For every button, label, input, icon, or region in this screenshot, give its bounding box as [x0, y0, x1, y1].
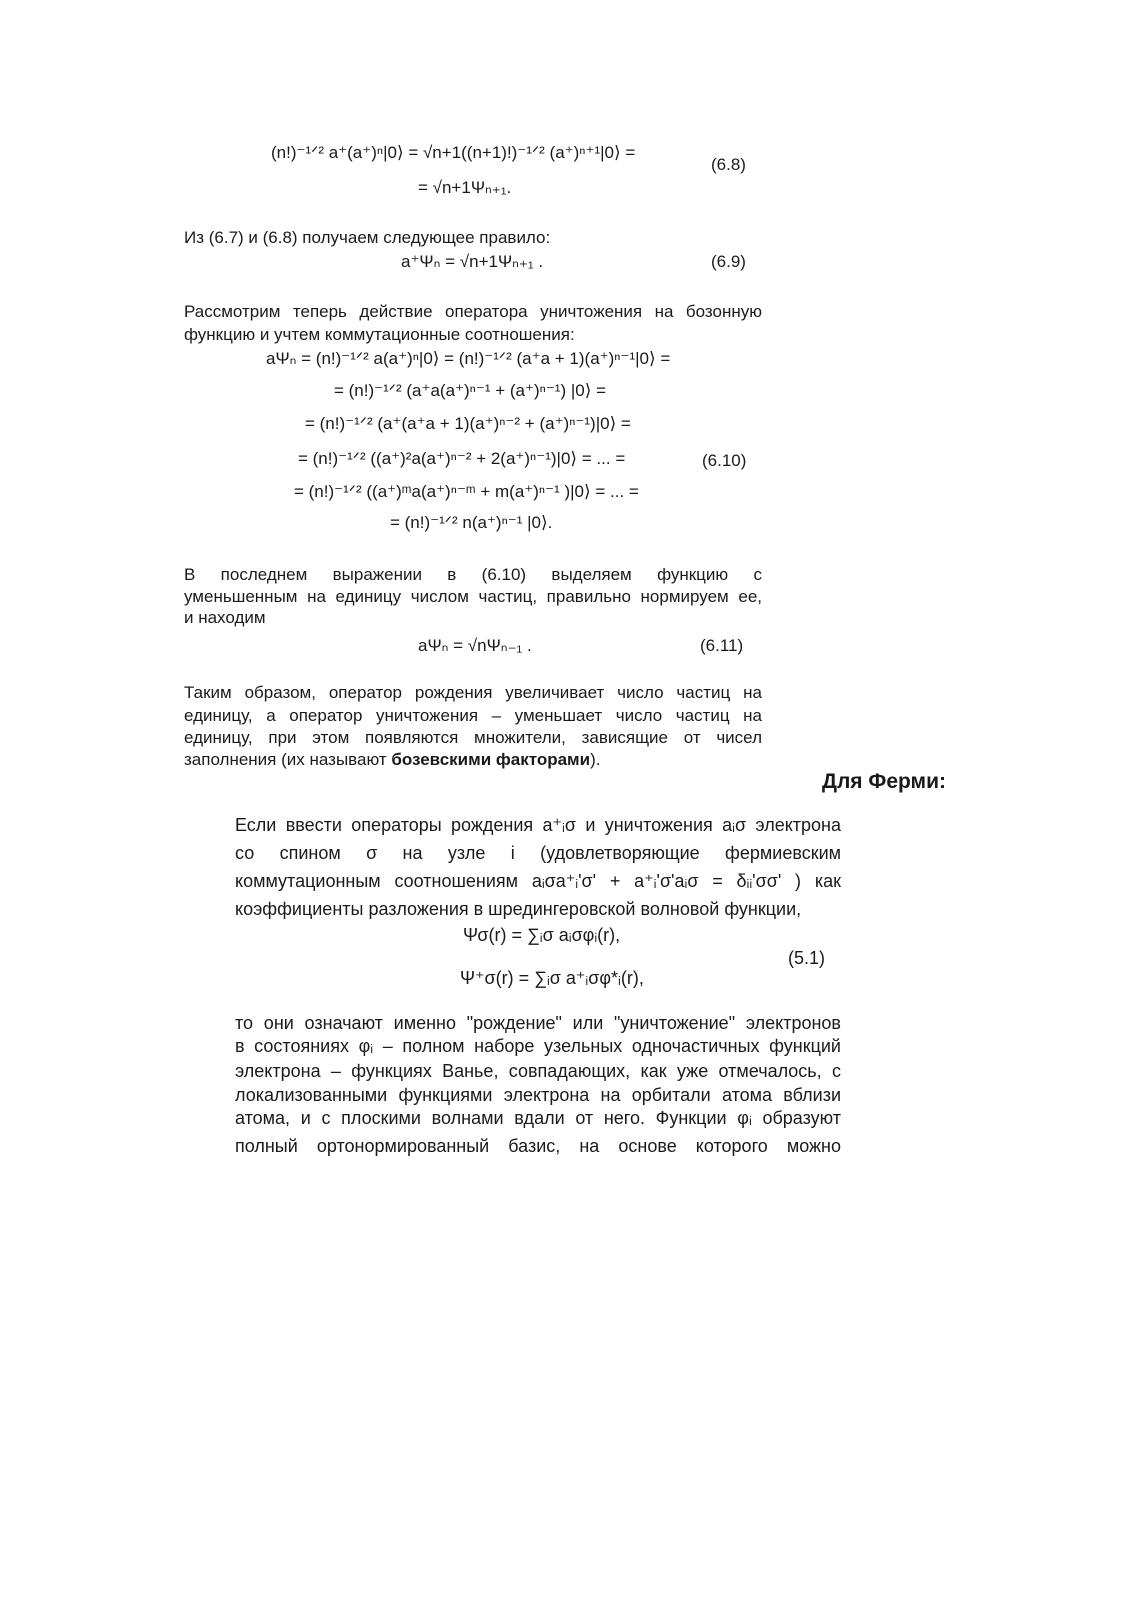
- text-rule-intro: Из (6.7) и (6.8) получаем следующее правило:: [184, 228, 551, 247]
- paragraph-last-line-3: и находим: [184, 608, 266, 627]
- equation-6-9: a⁺Ψₙ = √n+1Ψₙ₊₁ .: [401, 252, 544, 271]
- equation-5-1-line-2: Ψ⁺σ(r) = ∑ᵢσ a⁺ᵢσφ*ᵢ(r),: [460, 968, 644, 988]
- equation-number-5-1: (5.1): [788, 948, 826, 968]
- paragraph-meaning-line-2: в состояниях φᵢ – полном наборе узельных одночастичных функций: [235, 1036, 841, 1056]
- heading-fermi: Для Ферми:: [822, 770, 946, 793]
- equation-6-10-line-1: aΨₙ = (n!)⁻¹ᐟ² a(a⁺)ⁿ|0⟩ = (n!)⁻¹ᐟ² (a⁺a + 1)(a⁺)ⁿ⁻¹|0⟩ =: [266, 349, 671, 368]
- paragraph-intro-line-3: коммутационным соотношениям aᵢσa⁺ᵢ'σ' + a⁺ᵢ'σ'aᵢσ = δᵢᵢ'σσ' ) как: [235, 871, 841, 891]
- paragraph-intro-line-2: со спином σ на узле i (удовлетворяющие фермиевским: [235, 843, 841, 863]
- paragraph-summary-line-1: Таким образом, оператор рождения увеличивает число частиц на: [184, 683, 762, 702]
- paragraph-last-line-1: В последнем выражении в (6.10) выделяем функцию с: [184, 565, 762, 584]
- paragraph-meaning-line-3: электрона – функциях Ванье, совпадающих, как уже отмечалось, с: [235, 1061, 841, 1081]
- paragraph-last-line-2: уменьшенным на единицу числом частиц, правильно нормируем ее,: [184, 587, 762, 606]
- equation-6-8-line-1: (n!)⁻¹ᐟ² a⁺(a⁺)ⁿ|0⟩ = √n+1((n+1)!)⁻¹ᐟ² (a⁺)ⁿ⁺¹|0⟩ =: [271, 143, 636, 162]
- equation-number-6-8: (6.8): [711, 155, 746, 174]
- paragraph-meaning-line-1: то они означают именно "рождение" или "уничтожение" электронов: [235, 1013, 841, 1033]
- equation-number-6-10: (6.10): [702, 451, 747, 470]
- summary-prefix: заполнения (их называют: [184, 750, 392, 769]
- equation-6-10-line-6: = (n!)⁻¹ᐟ² n(a⁺)ⁿ⁻¹ |0⟩.: [390, 513, 553, 532]
- paragraph-annihilation-line-1: Рассмотрим теперь действие оператора уничтожения на бозонную: [184, 302, 762, 321]
- paragraph-summary-line-2: единицу, а оператор уничтожения – уменьшает число частиц на: [184, 706, 762, 725]
- paragraph-intro-line-4: коэффициенты разложения в шредингеровской волновой функции,: [235, 899, 802, 919]
- paragraph-meaning-line-4: локализованными функциями электрона на орбитали атома вблизи: [235, 1085, 841, 1105]
- equation-5-1-line-1: Ψσ(r) = ∑ᵢσ aᵢσφᵢ(r),: [463, 925, 621, 945]
- equation-6-10-line-5: = (n!)⁻¹ᐟ² ((a⁺)ᵐa(a⁺)ⁿ⁻ᵐ + m(a⁺)ⁿ⁻¹ )|0⟩ = ... =: [294, 482, 639, 501]
- equation-number-6-9: (6.9): [711, 252, 746, 271]
- equation-6-10-line-2: = (n!)⁻¹ᐟ² (a⁺a(a⁺)ⁿ⁻¹ + (a⁺)ⁿ⁻¹) |0⟩ =: [334, 381, 606, 400]
- paragraph-summary-line-3: единицу, при этом появляются множители, зависящие от чисел: [184, 728, 762, 747]
- equation-6-11: aΨₙ = √nΨₙ₋₁ .: [418, 636, 532, 655]
- bose-factors-term: бозевскими факторами: [391, 750, 591, 769]
- paragraph-annihilation-line-2: функцию и учтем коммутационные соотношения:: [184, 325, 575, 344]
- equation-6-10-line-4: = (n!)⁻¹ᐟ² ((a⁺)²a(a⁺)ⁿ⁻² + 2(a⁺)ⁿ⁻¹)|0⟩ = ... =: [298, 449, 626, 468]
- equation-6-8-line-2: = √n+1Ψₙ₊₁.: [418, 178, 512, 197]
- paragraph-intro-line-1: Если ввести операторы рождения a⁺ᵢσ и уничтожения aᵢσ электрона: [235, 815, 841, 835]
- equation-number-6-11: (6.11): [700, 636, 744, 655]
- paragraph-meaning-line-6: полный ортонормированный базис, на основе которого можно: [235, 1136, 841, 1156]
- paragraph-meaning-line-5: атома, и с плоскими волнами вдали от него. Функции φᵢ образуют: [235, 1108, 841, 1128]
- summary-suffix: ).: [590, 750, 601, 769]
- equation-6-10-line-3: = (n!)⁻¹ᐟ² (a⁺(a⁺a + 1)(a⁺)ⁿ⁻² + (a⁺)ⁿ⁻¹)|0⟩ =: [305, 414, 631, 433]
- paragraph-summary-line-4: [184, 750, 600, 770]
